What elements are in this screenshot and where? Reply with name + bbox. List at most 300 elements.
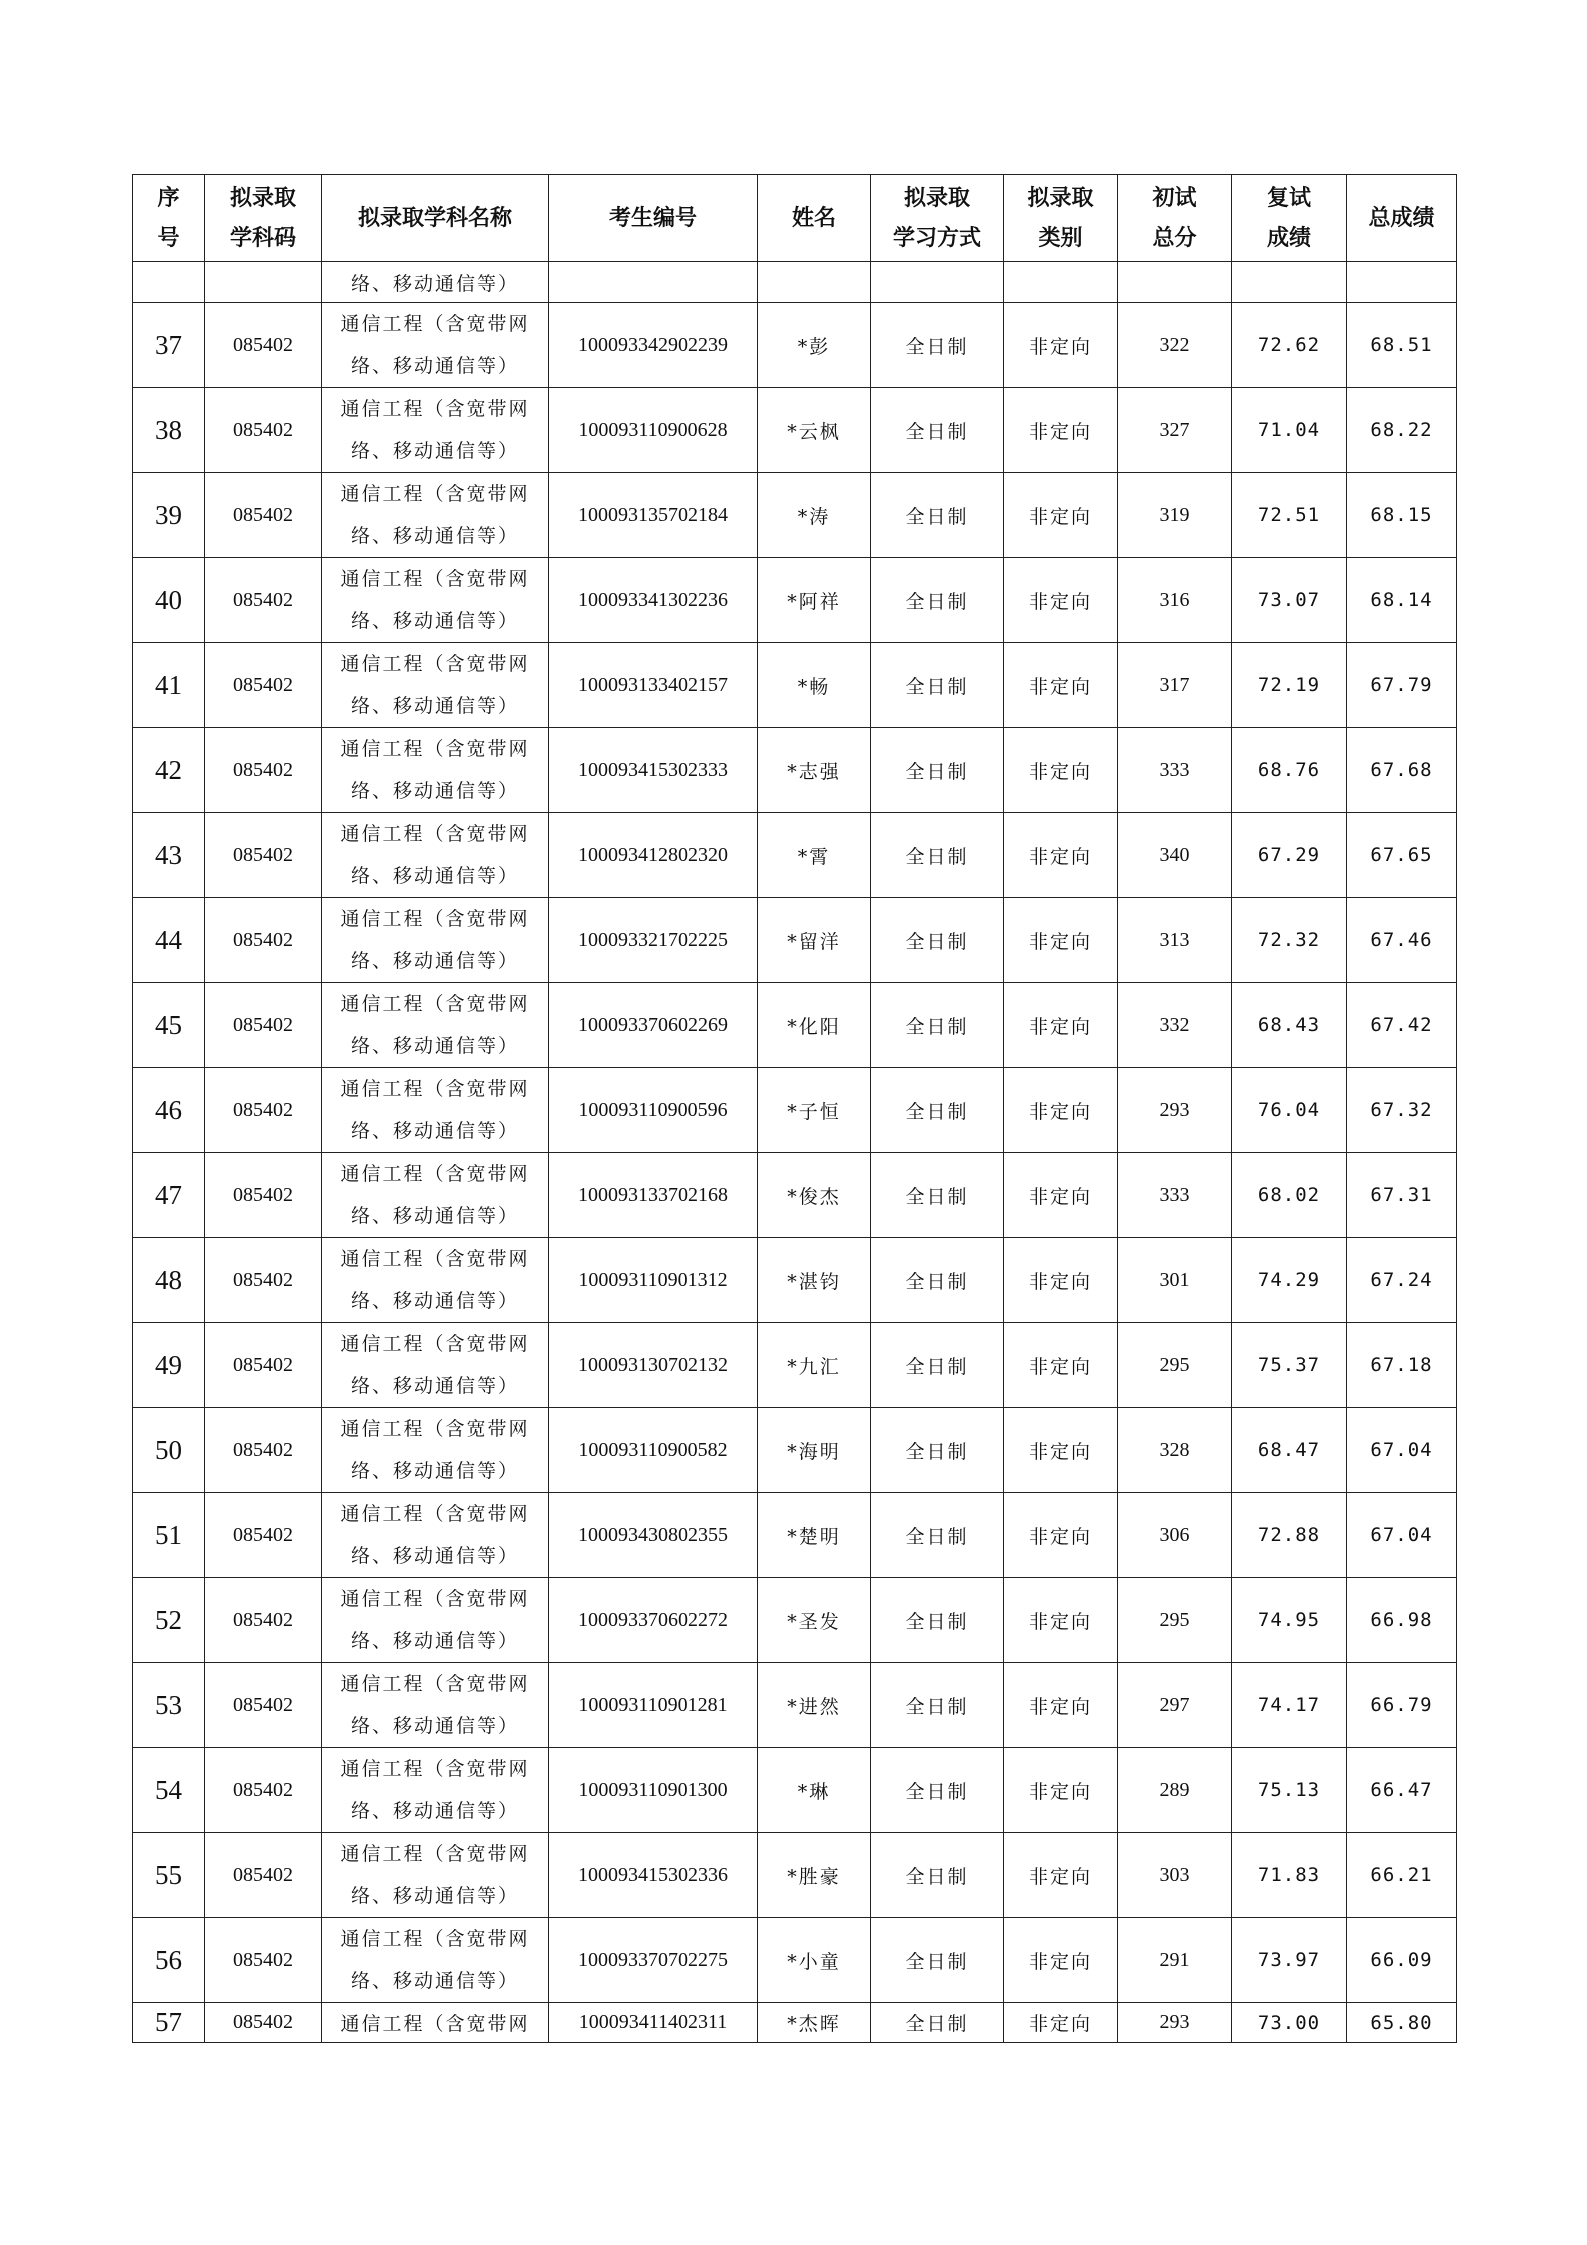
cell-id: 100093110900582 <box>549 1408 758 1493</box>
cell-mode: 全日制 <box>871 813 1004 898</box>
cell-name: *胜豪 <box>758 1833 871 1918</box>
cell-id: 100093415302336 <box>549 1833 758 1918</box>
cell-id: 100093370602269 <box>549 983 758 1068</box>
subject-line: 络、移动通信等） <box>350 1290 519 1312</box>
header-id-line: 考生编号 <box>608 205 697 231</box>
header-retest-line: 成绩 <box>1266 225 1311 251</box>
cell-code: 085402 <box>205 728 322 813</box>
cell-subject <box>322 1238 549 1323</box>
cell-total: 68.15 <box>1347 473 1457 558</box>
cell-mode: 全日制 <box>871 558 1004 643</box>
table-row <box>133 1408 1457 1493</box>
cell-initial: 317 <box>1118 643 1232 728</box>
header-subject-line: 拟录取学科名称 <box>357 205 512 231</box>
cell-type: 非定向 <box>1004 898 1118 983</box>
header-total <box>1347 175 1457 262</box>
cell-initial: 319 <box>1118 473 1232 558</box>
cell-initial: 333 <box>1118 728 1232 813</box>
cell-retest: 73.07 <box>1232 558 1347 643</box>
cell-subject <box>322 1068 549 1153</box>
cell-total: 67.46 <box>1347 898 1457 983</box>
cell-total: 68.22 <box>1347 388 1457 473</box>
cell-retest: 76.04 <box>1232 1068 1347 1153</box>
cell-seq: 43 <box>133 813 205 898</box>
cell-name: *畅 <box>758 643 871 728</box>
cell-subject <box>322 983 549 1068</box>
table-row <box>133 1068 1457 1153</box>
cell-mode: 全日制 <box>871 1918 1004 2003</box>
cell-retest: 68.47 <box>1232 1408 1347 1493</box>
cell-subject: 络、移动通信等） <box>322 262 549 303</box>
header-type-line: 类别 <box>1038 225 1083 251</box>
cell-total: 67.18 <box>1347 1323 1457 1408</box>
header-subject <box>322 175 549 262</box>
cell-mode: 全日制 <box>871 1323 1004 1408</box>
cell-subject <box>322 558 549 643</box>
cell-seq: 49 <box>133 1323 205 1408</box>
header-retest <box>1232 175 1347 262</box>
cell-mode: 全日制 <box>871 473 1004 558</box>
cell-total: 66.09 <box>1347 1918 1457 2003</box>
cell-code: 085402 <box>205 1493 322 1578</box>
header-initial <box>1118 175 1232 262</box>
cell-total: 67.32 <box>1347 1068 1457 1153</box>
admission-table <box>132 174 1457 2043</box>
table-row <box>133 643 1457 728</box>
cell-seq: 44 <box>133 898 205 983</box>
subject-line: 通信工程（含宽带网 <box>340 1333 530 1355</box>
header-code-line: 学科码 <box>229 225 296 251</box>
cell-type: 非定向 <box>1004 473 1118 558</box>
header-name <box>758 175 871 262</box>
cell-seq: 42 <box>133 728 205 813</box>
table-row <box>133 1153 1457 1238</box>
cell-mode: 全日制 <box>871 1153 1004 1238</box>
subject-line: 络、移动通信等） <box>350 865 519 887</box>
cell-initial: 289 <box>1118 1748 1232 1833</box>
cell-mode: 全日制 <box>871 1748 1004 1833</box>
cell-name: *俊杰 <box>758 1153 871 1238</box>
cell-initial: 333 <box>1118 1153 1232 1238</box>
cell-retest: 72.19 <box>1232 643 1347 728</box>
subject-line: 络、移动通信等） <box>350 1800 519 1822</box>
subject-line: 络、移动通信等） <box>350 1715 519 1737</box>
cell-initial: 301 <box>1118 1238 1232 1323</box>
cell-name: *阿祥 <box>758 558 871 643</box>
continuation-row <box>133 262 1457 303</box>
cell-id: 100093342902239 <box>549 303 758 388</box>
cell-total: 68.14 <box>1347 558 1457 643</box>
cell-subject <box>322 1408 549 1493</box>
subject-line: 通信工程（含宽带网 <box>340 313 530 335</box>
cell-type: 非定向 <box>1004 983 1118 1068</box>
cell-mode: 全日制 <box>871 728 1004 813</box>
cell-initial <box>1118 262 1232 303</box>
cell-id: 100093321702225 <box>549 898 758 983</box>
cell-retest: 71.83 <box>1232 1833 1347 1918</box>
cell-total: 67.68 <box>1347 728 1457 813</box>
cell-subject <box>322 813 549 898</box>
table-row <box>133 558 1457 643</box>
cell-seq: 37 <box>133 303 205 388</box>
cell-total: 65.80 <box>1347 2003 1457 2043</box>
cell-mode: 全日制 <box>871 1408 1004 1493</box>
header-total-line: 总成绩 <box>1368 205 1435 231</box>
cell-total: 66.98 <box>1347 1578 1457 1663</box>
subject-line: 通信工程（含宽带网 <box>340 1673 530 1695</box>
cell-id: 100093411402311 <box>549 2003 758 2043</box>
cell-initial: 295 <box>1118 1323 1232 1408</box>
cell-initial: 291 <box>1118 1918 1232 2003</box>
cell-subject <box>322 728 549 813</box>
cell-retest: 67.29 <box>1232 813 1347 898</box>
subject-line: 通信工程（含宽带网 <box>340 1928 530 1950</box>
header-code <box>205 175 322 262</box>
subject-line: 通信工程（含宽带网 <box>340 1418 530 1440</box>
cell-name: *琳 <box>758 1748 871 1833</box>
cell-type: 非定向 <box>1004 813 1118 898</box>
cell-retest: 72.32 <box>1232 898 1347 983</box>
table-row <box>133 388 1457 473</box>
cell-id: 100093110900628 <box>549 388 758 473</box>
cell-subject <box>322 388 549 473</box>
cell-retest: 71.04 <box>1232 388 1347 473</box>
cell-seq: 40 <box>133 558 205 643</box>
cell-mode: 全日制 <box>871 898 1004 983</box>
table-header-row <box>133 175 1457 262</box>
cell-retest: 73.97 <box>1232 1918 1347 2003</box>
subject-line: 通信工程（含宽带网 <box>340 1843 530 1865</box>
subject-line: 通信工程（含宽带网 <box>340 1248 530 1270</box>
cell-retest: 73.00 <box>1232 2003 1347 2043</box>
cell-subject <box>322 1833 549 1918</box>
cell-code: 085402 <box>205 1748 322 1833</box>
cell-total: 67.31 <box>1347 1153 1457 1238</box>
cell-name: *进然 <box>758 1663 871 1748</box>
cell-total <box>1347 262 1457 303</box>
cell-retest: 75.13 <box>1232 1748 1347 1833</box>
cell-code: 085402 <box>205 1833 322 1918</box>
header-code-line: 拟录取 <box>229 185 296 211</box>
cell-seq: 39 <box>133 473 205 558</box>
subject-line: 络、移动通信等） <box>350 950 519 972</box>
table-row <box>133 1578 1457 1663</box>
cell-initial: 327 <box>1118 388 1232 473</box>
cell-seq <box>133 262 205 303</box>
subject-line: 通信工程（含宽带网 <box>340 1758 530 1780</box>
cell-retest: 68.76 <box>1232 728 1347 813</box>
cell-name: *彭 <box>758 303 871 388</box>
cell-name: *小童 <box>758 1918 871 2003</box>
cell-name: *化阳 <box>758 983 871 1068</box>
cell-mode <box>871 262 1004 303</box>
cell-code: 085402 <box>205 1323 322 1408</box>
cell-total: 67.65 <box>1347 813 1457 898</box>
cell-code: 085402 <box>205 643 322 728</box>
cell-name: *涛 <box>758 473 871 558</box>
cell-seq: 57 <box>133 2003 205 2043</box>
cell-id: 100093130702132 <box>549 1323 758 1408</box>
cell-id: 100093341302236 <box>549 558 758 643</box>
cell-initial: 322 <box>1118 303 1232 388</box>
cell-seq: 48 <box>133 1238 205 1323</box>
cell-code: 085402 <box>205 983 322 1068</box>
cell-type: 非定向 <box>1004 303 1118 388</box>
cell-retest: 72.88 <box>1232 1493 1347 1578</box>
subject-line: 络、移动通信等） <box>350 1205 519 1227</box>
cell-retest: 74.95 <box>1232 1578 1347 1663</box>
cell-subject <box>322 473 549 558</box>
cell-seq: 38 <box>133 388 205 473</box>
cell-initial: 303 <box>1118 1833 1232 1918</box>
table-row <box>133 303 1457 388</box>
cell-name: *云枫 <box>758 388 871 473</box>
cell-mode: 全日制 <box>871 1493 1004 1578</box>
cell-subject <box>322 303 549 388</box>
cell-type: 非定向 <box>1004 1578 1118 1663</box>
cell-subject: 通信工程（含宽带网 <box>322 2003 549 2043</box>
cell-code: 085402 <box>205 1068 322 1153</box>
cell-seq: 55 <box>133 1833 205 1918</box>
cell-name: *留洋 <box>758 898 871 983</box>
cell-total: 67.04 <box>1347 1493 1457 1578</box>
cell-retest: 72.62 <box>1232 303 1347 388</box>
cell-total: 67.04 <box>1347 1408 1457 1493</box>
cell-name: *海明 <box>758 1408 871 1493</box>
cell-type: 非定向 <box>1004 1323 1118 1408</box>
subject-line: 络、移动通信等） <box>350 1970 519 1992</box>
cell-initial: 340 <box>1118 813 1232 898</box>
cell-name: *霄 <box>758 813 871 898</box>
cell-initial: 313 <box>1118 898 1232 983</box>
subject-line: 络、移动通信等） <box>350 440 519 462</box>
cell-retest: 74.17 <box>1232 1663 1347 1748</box>
cell-seq: 56 <box>133 1918 205 2003</box>
cell-name: *九汇 <box>758 1323 871 1408</box>
subject-line: 络、移动通信等） <box>350 1035 519 1057</box>
cell-seq: 47 <box>133 1153 205 1238</box>
cell-id <box>549 262 758 303</box>
table-row <box>133 1918 1457 2003</box>
cell-seq: 50 <box>133 1408 205 1493</box>
cell-total: 66.79 <box>1347 1663 1457 1748</box>
cell-subject <box>322 1748 549 1833</box>
cell-code: 085402 <box>205 303 322 388</box>
cell-retest: 74.29 <box>1232 1238 1347 1323</box>
subject-line: 络、移动通信等） <box>350 610 519 632</box>
table-row <box>133 898 1457 983</box>
cell-name: *圣发 <box>758 1578 871 1663</box>
cell-type: 非定向 <box>1004 1833 1118 1918</box>
cell-seq: 45 <box>133 983 205 1068</box>
table-row <box>133 1323 1457 1408</box>
cell-type: 非定向 <box>1004 558 1118 643</box>
cell-id: 100093370702275 <box>549 1918 758 2003</box>
cell-subject <box>322 898 549 983</box>
header-mode-line: 拟录取 <box>903 185 970 211</box>
table-body <box>133 262 1457 2043</box>
table-row <box>133 813 1457 898</box>
subject-line: 络、移动通信等） <box>350 525 519 547</box>
cell-seq: 52 <box>133 1578 205 1663</box>
subject-line: 通信工程（含宽带网 <box>340 1163 530 1185</box>
cell-subject <box>322 643 549 728</box>
cell-retest: 68.02 <box>1232 1153 1347 1238</box>
cell-type: 非定向 <box>1004 1238 1118 1323</box>
cell-code: 085402 <box>205 1408 322 1493</box>
cell-total: 66.21 <box>1347 1833 1457 1918</box>
header-type <box>1004 175 1118 262</box>
table-row <box>133 2003 1457 2043</box>
cell-mode: 全日制 <box>871 1578 1004 1663</box>
table-row <box>133 983 1457 1068</box>
cell-name: *杰晖 <box>758 2003 871 2043</box>
header-initial-line: 初试 <box>1152 185 1197 211</box>
cell-mode: 全日制 <box>871 1238 1004 1323</box>
subject-line: 通信工程（含宽带网 <box>340 1078 530 1100</box>
cell-total: 67.79 <box>1347 643 1457 728</box>
subject-line: 通信工程（含宽带网 <box>340 738 530 760</box>
cell-type: 非定向 <box>1004 1748 1118 1833</box>
table-row <box>133 1663 1457 1748</box>
cell-id: 100093110900596 <box>549 1068 758 1153</box>
cell-initial: 332 <box>1118 983 1232 1068</box>
cell-seq: 54 <box>133 1748 205 1833</box>
subject-line: 通信工程（含宽带网 <box>340 993 530 1015</box>
cell-id: 100093110901312 <box>549 1238 758 1323</box>
cell-id: 100093430802355 <box>549 1493 758 1578</box>
cell-name <box>758 262 871 303</box>
subject-line: 络、移动通信等） <box>350 780 519 802</box>
cell-id: 100093133702168 <box>549 1153 758 1238</box>
cell-mode: 全日制 <box>871 2003 1004 2043</box>
cell-code: 085402 <box>205 1918 322 2003</box>
cell-mode: 全日制 <box>871 983 1004 1068</box>
cell-type: 非定向 <box>1004 1493 1118 1578</box>
table-row <box>133 1238 1457 1323</box>
cell-seq: 46 <box>133 1068 205 1153</box>
subject-line: 络、移动通信等） <box>350 1120 519 1142</box>
cell-name: *志强 <box>758 728 871 813</box>
cell-code: 085402 <box>205 1578 322 1663</box>
cell-initial: 297 <box>1118 1663 1232 1748</box>
cell-total: 68.51 <box>1347 303 1457 388</box>
cell-mode: 全日制 <box>871 1663 1004 1748</box>
cell-id: 100093110901300 <box>549 1748 758 1833</box>
cell-id: 100093135702184 <box>549 473 758 558</box>
cell-mode: 全日制 <box>871 303 1004 388</box>
cell-mode: 全日制 <box>871 388 1004 473</box>
cell-initial: 316 <box>1118 558 1232 643</box>
cell-type: 非定向 <box>1004 1663 1118 1748</box>
cell-code: 085402 <box>205 558 322 643</box>
header-id <box>549 175 758 262</box>
cell-code <box>205 262 322 303</box>
cell-retest: 72.51 <box>1232 473 1347 558</box>
cell-type: 非定向 <box>1004 728 1118 813</box>
subject-line: 络、移动通信等） <box>350 1545 519 1567</box>
cell-subject <box>322 1323 549 1408</box>
cell-type: 非定向 <box>1004 643 1118 728</box>
header-name-line: 姓名 <box>791 205 836 231</box>
cell-code: 085402 <box>205 1663 322 1748</box>
cell-id: 100093133402157 <box>549 643 758 728</box>
subject-line: 通信工程（含宽带网 <box>340 823 530 845</box>
header-mode <box>871 175 1004 262</box>
cell-id: 100093415302333 <box>549 728 758 813</box>
cell-type: 非定向 <box>1004 388 1118 473</box>
header-retest-line: 复试 <box>1266 185 1311 211</box>
subject-line: 络、移动通信等） <box>350 695 519 717</box>
cell-code: 085402 <box>205 813 322 898</box>
cell-subject <box>322 1918 549 2003</box>
header-initial-line: 总分 <box>1152 225 1197 251</box>
cell-retest <box>1232 262 1347 303</box>
cell-id: 100093370602272 <box>549 1578 758 1663</box>
cell-total: 67.24 <box>1347 1238 1457 1323</box>
subject-line: 通信工程（含宽带网 <box>340 483 530 505</box>
subject-line: 络、移动通信等） <box>350 1460 519 1482</box>
cell-retest: 68.43 <box>1232 983 1347 1068</box>
subject-line: 通信工程（含宽带网 <box>340 1588 530 1610</box>
subject-line: 络、移动通信等） <box>350 1375 519 1397</box>
table-row <box>133 728 1457 813</box>
cell-code: 085402 <box>205 1238 322 1323</box>
cell-type <box>1004 262 1118 303</box>
subject-line: 络、移动通信等） <box>350 355 519 377</box>
cell-seq: 41 <box>133 643 205 728</box>
cell-type: 非定向 <box>1004 1408 1118 1493</box>
cell-seq: 53 <box>133 1663 205 1748</box>
header-type-line: 拟录取 <box>1027 185 1094 211</box>
cell-code: 085402 <box>205 898 322 983</box>
cell-retest: 75.37 <box>1232 1323 1347 1408</box>
subject-line: 络、移动通信等） <box>350 1630 519 1652</box>
cell-name: *湛钧 <box>758 1238 871 1323</box>
cell-total: 66.47 <box>1347 1748 1457 1833</box>
cell-type: 非定向 <box>1004 1068 1118 1153</box>
cell-id: 100093110901281 <box>549 1663 758 1748</box>
cell-total: 67.42 <box>1347 983 1457 1068</box>
table-row <box>133 1833 1457 1918</box>
cell-initial: 293 <box>1118 2003 1232 2043</box>
table-row <box>133 473 1457 558</box>
cell-subject <box>322 1493 549 1578</box>
cell-initial: 306 <box>1118 1493 1232 1578</box>
cell-id: 100093412802320 <box>549 813 758 898</box>
subject-line: 通信工程（含宽带网 <box>340 653 530 675</box>
cell-initial: 328 <box>1118 1408 1232 1493</box>
cell-initial: 295 <box>1118 1578 1232 1663</box>
cell-type: 非定向 <box>1004 1918 1118 2003</box>
cell-seq: 51 <box>133 1493 205 1578</box>
subject-line: 通信工程（含宽带网 <box>340 908 530 930</box>
table-row <box>133 1493 1457 1578</box>
header-seq-line: 号 <box>157 225 180 251</box>
cell-name: *楚明 <box>758 1493 871 1578</box>
cell-code: 085402 <box>205 473 322 558</box>
subject-line: 通信工程（含宽带网 <box>340 1503 530 1525</box>
cell-code: 085402 <box>205 1153 322 1238</box>
subject-line: 通信工程（含宽带网 <box>340 398 530 420</box>
cell-mode: 全日制 <box>871 1068 1004 1153</box>
cell-name: *子恒 <box>758 1068 871 1153</box>
cell-subject <box>322 1663 549 1748</box>
cell-type: 非定向 <box>1004 1153 1118 1238</box>
subject-line: 络、移动通信等） <box>350 1885 519 1907</box>
header-seq-line: 序 <box>157 185 180 211</box>
cell-mode: 全日制 <box>871 643 1004 728</box>
